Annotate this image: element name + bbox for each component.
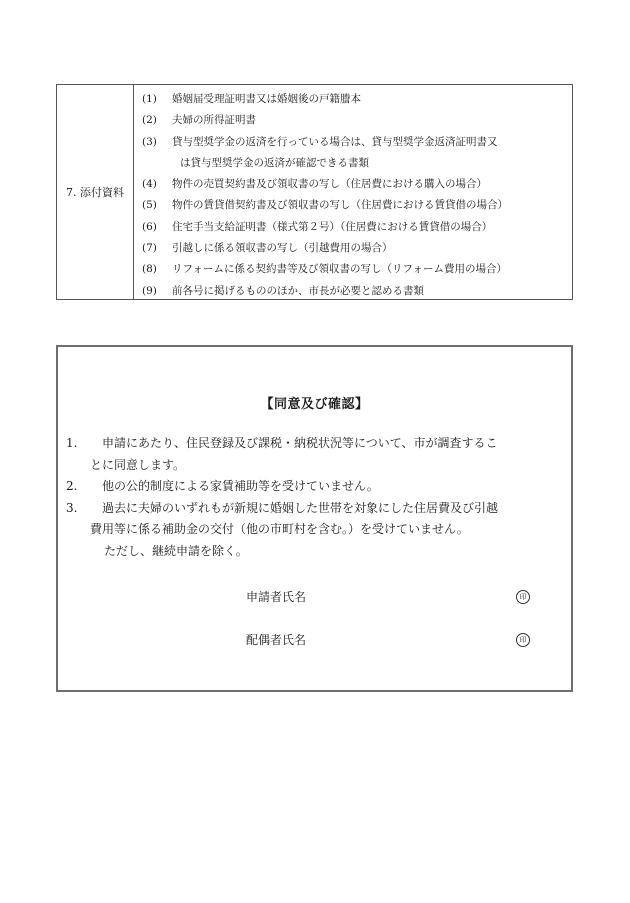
- attachment-number: (4): [142, 178, 157, 191]
- attachment-item: [134, 217, 572, 238]
- consent-text: 過去に夫婦のいずれもが新規に婚姻した世帯を対象にした住居費及び引越 費用等に係る補助金の交付（他の市町村を含む。）を受けていません。: [90, 500, 499, 536]
- attachment-number: (5): [142, 199, 157, 212]
- consent-item: [66, 433, 565, 476]
- consent-number: 3.: [66, 500, 78, 515]
- attachment-item: [134, 195, 572, 216]
- attachment-item: [134, 110, 572, 131]
- attachment-number: (2): [142, 114, 157, 127]
- attachments-table: [56, 84, 573, 300]
- attachment-text: は貸与型奨学金の返済が確認できる書類: [180, 156, 369, 169]
- consent-list: [66, 433, 565, 562]
- attachment-number: (1): [142, 93, 157, 105]
- consent-text: 他の公的制度による家賃補助等を受けていません。: [90, 479, 379, 493]
- attachment-number: (9): [142, 284, 157, 297]
- attachment-text: 貸与型奨学金の返済を行っている場合は、貸与型奨学金返済証明書又: [172, 135, 498, 148]
- consent-title: 【同意及び確認】: [260, 397, 369, 412]
- attachment-number: (8): [142, 263, 157, 276]
- attachment-text: リフォームに係る契約書等及び領収書の写し（リフォーム費用の場合）: [172, 263, 507, 276]
- attachment-text: 前各号に掲げるもののほか、市長が必要と認める書類: [172, 284, 424, 297]
- consent-number: 2.: [66, 479, 78, 493]
- attachment-number: (7): [142, 242, 157, 255]
- attachment-item: [134, 174, 572, 195]
- applicant-name-label: 申請者氏名: [246, 590, 307, 604]
- attachment-text: 物件の売買契約書及び領収書の写し（住居費における購入の場合）: [172, 178, 487, 191]
- attachment-text: 物件の賃貸借契約書及び領収書の写し（住居費における賃貸借の場合）: [172, 199, 508, 212]
- attachment-item-continuation: [134, 153, 572, 174]
- seal-icon: 印: [516, 590, 530, 604]
- consent-text: 申請にあたり、住民登録及び課税・納税状況等について、市が調査するこ とに同意します。: [90, 436, 498, 472]
- consent-item: [66, 476, 565, 498]
- seal-icon: 印: [516, 633, 530, 647]
- consent-box: [56, 345, 573, 692]
- attachments-label: 7. 添付資料: [57, 85, 134, 299]
- attachment-text: 住宅手当支給証明書（様式第２号）（住居費における賃貸借の場合）: [172, 220, 493, 233]
- attachment-item: [134, 238, 572, 259]
- attachments-list: [134, 85, 572, 299]
- spouse-name-label: 配偶者氏名: [246, 633, 307, 647]
- consent-item: [66, 498, 565, 541]
- attachment-number: [134, 153, 168, 174]
- attachment-text: 夫婦の所得証明書: [172, 114, 256, 127]
- attachment-text: 引越しに係る領収書の写し（引越費用の場合）: [172, 242, 393, 255]
- attachment-item: [134, 89, 572, 110]
- attachment-number: (3): [142, 135, 157, 148]
- attachment-number: (6): [142, 220, 157, 233]
- attachment-text: 婚姻届受理証明書又は婚姻後の戸籍謄本: [172, 93, 361, 105]
- consent-number: 1.: [66, 436, 78, 450]
- attachment-item: [134, 259, 572, 280]
- attachment-item: [134, 132, 572, 153]
- consent-note: ただし、継続申請を除く。: [92, 543, 248, 558]
- attachment-item: [134, 281, 572, 302]
